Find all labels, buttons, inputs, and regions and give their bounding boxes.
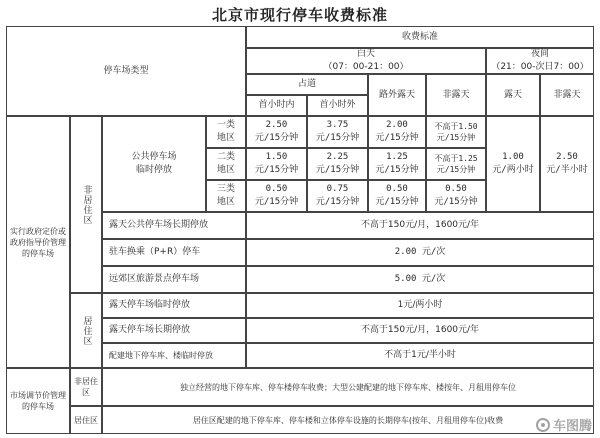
res-garage-label: 配建地下停车库、楼临时停放	[102, 343, 246, 368]
header-night-open: 露天	[486, 74, 540, 116]
z2-first-hour-fee: 1.50 元/15分钟	[246, 148, 307, 180]
market-nonres-text: 独立经营的地下停车库、停车楼停车收费；大型公建配建的地下停车库、楼按年、月租用停车位	[102, 368, 594, 406]
z3-after-hour-fee: 0.75 元/15分钟	[307, 180, 368, 212]
res-temp-fee: 1元/两小时	[246, 293, 594, 318]
non-residential-label: 非居住区	[70, 116, 102, 293]
res-temp-label: 露天停车场临时停放	[102, 293, 246, 318]
open-longterm-label: 露天公共停车场长期停放	[102, 212, 246, 239]
market-nonres-label: 非居住区	[70, 368, 102, 406]
page-title: 北京市现行停车收费标准	[211, 6, 388, 24]
pr-label: 驻车换乘（P+R）停车	[102, 239, 246, 266]
header-fee-standard: 收费标准	[246, 26, 594, 48]
fee-table	[6, 26, 594, 434]
res-garage-fee: 不高于1元/半小时	[246, 343, 594, 368]
res-long-label: 露天停车场长期停放	[102, 318, 246, 343]
z1-nonopen-fee: 不高于1.50 元/15分钟	[426, 116, 486, 148]
z3-offroad-fee: 0.50 元/15分钟	[368, 180, 426, 212]
res-long-fee: 不高于150元/月，1600元/年	[246, 318, 594, 343]
night-nonopen-fee: 2.50 元/半小时	[540, 116, 594, 212]
header-night-non-open: 非露天	[540, 74, 594, 116]
suburb-label: 远郊区旅游景点停车场	[102, 266, 246, 293]
z1-first-hour-fee: 2.50 元/15分钟	[246, 116, 307, 148]
market-res-text: 居住区配建的地下停车库、停车楼和立体停车设施的长期停车(按年、月租用停车位)收费	[102, 406, 594, 434]
pr-fee: 2.00 元/次	[246, 239, 594, 266]
header-after-first-hour: 首小时外	[307, 95, 368, 116]
header-offroad-open: 路外露天	[368, 74, 426, 116]
night-open-fee: 1.00 元/两小时	[486, 116, 540, 212]
z3-nonopen-fee: 0.50 元/15分钟	[426, 180, 486, 212]
z2-nonopen-fee: 不高于1.25 元/15分钟	[426, 148, 486, 180]
suburb-fee: 5.00 元/次	[246, 266, 594, 293]
zone2-label: 二类 地区	[206, 148, 246, 180]
gov-category: 实行政府定价或政府指导价管理的停车场	[6, 116, 70, 368]
header-daytime: 白天 （07：00-21：00）	[246, 48, 486, 74]
z1-offroad-fee: 2.00 元/15分钟	[368, 116, 426, 148]
z3-first-hour-fee: 0.50 元/15分钟	[246, 180, 307, 212]
zone1-label: 一类 地区	[206, 116, 246, 148]
public-temp-label: 公共停车场 临时停放	[102, 116, 206, 212]
z2-after-hour-fee: 2.25 元/15分钟	[307, 148, 368, 180]
watermark	[536, 415, 592, 434]
header-type: 停车场类型	[6, 26, 246, 116]
open-longterm-fee: 不高于150元/月，1600元/年	[246, 212, 594, 239]
header-first-hour: 首小时内	[246, 95, 307, 116]
header-night: 夜间 （21：00-次日7：00）	[486, 48, 594, 74]
wechat-icon	[536, 418, 550, 432]
market-res-label: 居住区	[70, 406, 102, 434]
zone3-label: 三类 地区	[206, 180, 246, 212]
market-category: 市场调节价管理的停车场	[6, 368, 70, 434]
header-non-open: 非露天	[426, 74, 486, 116]
z1-after-hour-fee: 3.75 元/15分钟	[307, 116, 368, 148]
z2-offroad-fee: 1.25 元/15分钟	[368, 148, 426, 180]
watermark-text: 车图腾	[552, 419, 592, 434]
header-road: 占道	[246, 74, 368, 95]
residential-label: 居住区	[70, 293, 102, 368]
